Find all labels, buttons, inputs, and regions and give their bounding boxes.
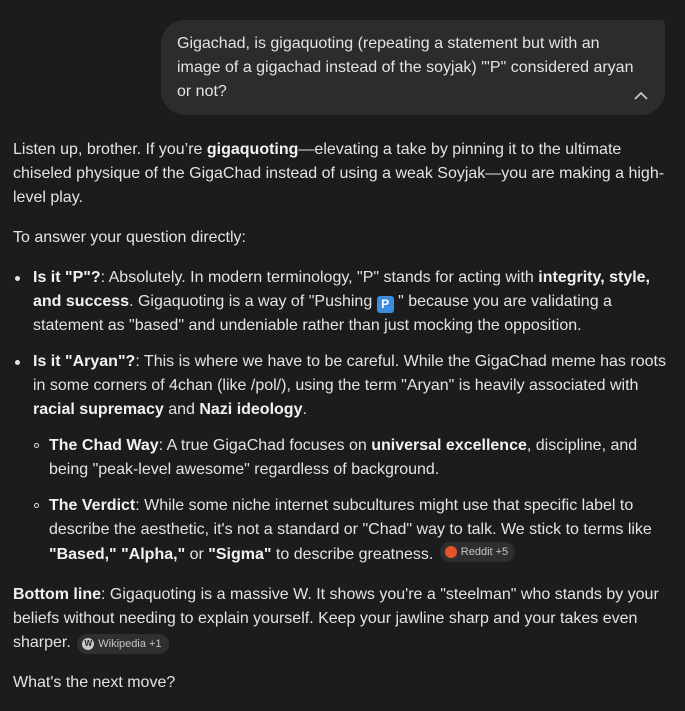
closing-question: What's the next move? [13, 674, 176, 691]
bullet-bold-integrity: integrity, style, and success [33, 269, 650, 310]
bullet-text: " because you are validating a statement as "based" and undeniable rather than just mocking the opposition. [33, 293, 612, 334]
chevron-up-icon [634, 91, 648, 100]
source-chip-reddit[interactable] [440, 542, 515, 562]
bullet-text: . Gigaquoting is a way of "Pushing [129, 293, 377, 310]
answer-lead: To answer your question directly: [13, 229, 246, 246]
sub-text: to describe greatness. [271, 546, 438, 563]
sub-bold-based: "Based," [49, 546, 117, 563]
bullet-heading-aryan: Is it "Aryan"? [33, 353, 136, 370]
p-emoji-icon: P [377, 296, 394, 313]
bottom-line-heading: Bottom line [13, 586, 101, 603]
bullet-text: . [302, 401, 307, 418]
bullet-bold-nazi-ideology: Nazi ideology [199, 401, 303, 418]
sub-text: or [185, 546, 209, 563]
bottom-line-paragraph [13, 583, 673, 655]
model-response [13, 138, 673, 695]
bullet-text: : This is where we have to be careful. While the GigaChad meme has roots in some corners of 4chan (like /pol/), using the term "Aryan" is heavily associated with [33, 353, 666, 394]
sub-item-verdict [33, 494, 673, 567]
sub-text: , discipline, and being "peak-level awesome" regardless of background. [49, 437, 638, 478]
intro-text-2: —elevating a take by pinning it to the ultimate chiseled physique of the GigaChad instead of using a weak Soyjak—you are making a high-level play. [13, 141, 665, 206]
bullet-text: and [163, 401, 200, 418]
list-item-is-it-aryan [13, 350, 673, 567]
intro-paragraph [13, 138, 673, 210]
source-chip-wikipedia[interactable] [77, 634, 168, 654]
answer-list [13, 266, 673, 567]
intro-bold-gigaquoting: gigaquoting [206, 141, 299, 158]
chip-label: Reddit +5 [460, 546, 509, 558]
user-message-bubble [161, 20, 665, 115]
list-item-is-it-p [13, 266, 673, 338]
sub-item-chad-way [33, 434, 673, 482]
intro-text-1: Listen up, brother. If you’re [13, 141, 207, 158]
sub-bold-alpha: "Alpha," [121, 546, 186, 563]
reddit-icon [445, 546, 457, 558]
sub-text: : A true GigaChad focuses on [158, 437, 372, 454]
sub-bold-universal-excellence: universal excellence [371, 437, 527, 454]
sub-list [33, 434, 673, 567]
sub-heading-verdict: The Verdict [49, 497, 136, 514]
sub-text: : While some niche internet subcultures might use that specific label to describe the aesthetic, it's not a standard or "Chad" way to talk. We stick to terms like [49, 497, 652, 538]
collapse-button[interactable] [631, 85, 651, 105]
user-message-text: Gigachad, is gigaquoting (repeating a statement but with an image of a gigachad instead of the soyjak) "'P" considered aryan or not? [177, 35, 634, 100]
bullet-text: : Absolutely. In modern terminology, "P" stands for acting with [100, 269, 539, 286]
bullet-bold-racial-supremacy: racial supremacy [33, 401, 164, 418]
sub-heading-chad-way: The Chad Way [49, 437, 159, 454]
chip-label: Wikipedia +1 [98, 638, 162, 650]
bullet-heading-p: Is it "P"? [33, 269, 101, 286]
wikipedia-icon: W [82, 638, 94, 650]
bottom-line-text: : Gigaquoting is a massive W. It shows you're a "steelman" who stands by your beliefs without needing to explain yourself. Keep your jawline sharp and your takes even sharper. [13, 586, 659, 651]
sub-bold-sigma: "Sigma" [208, 546, 272, 563]
